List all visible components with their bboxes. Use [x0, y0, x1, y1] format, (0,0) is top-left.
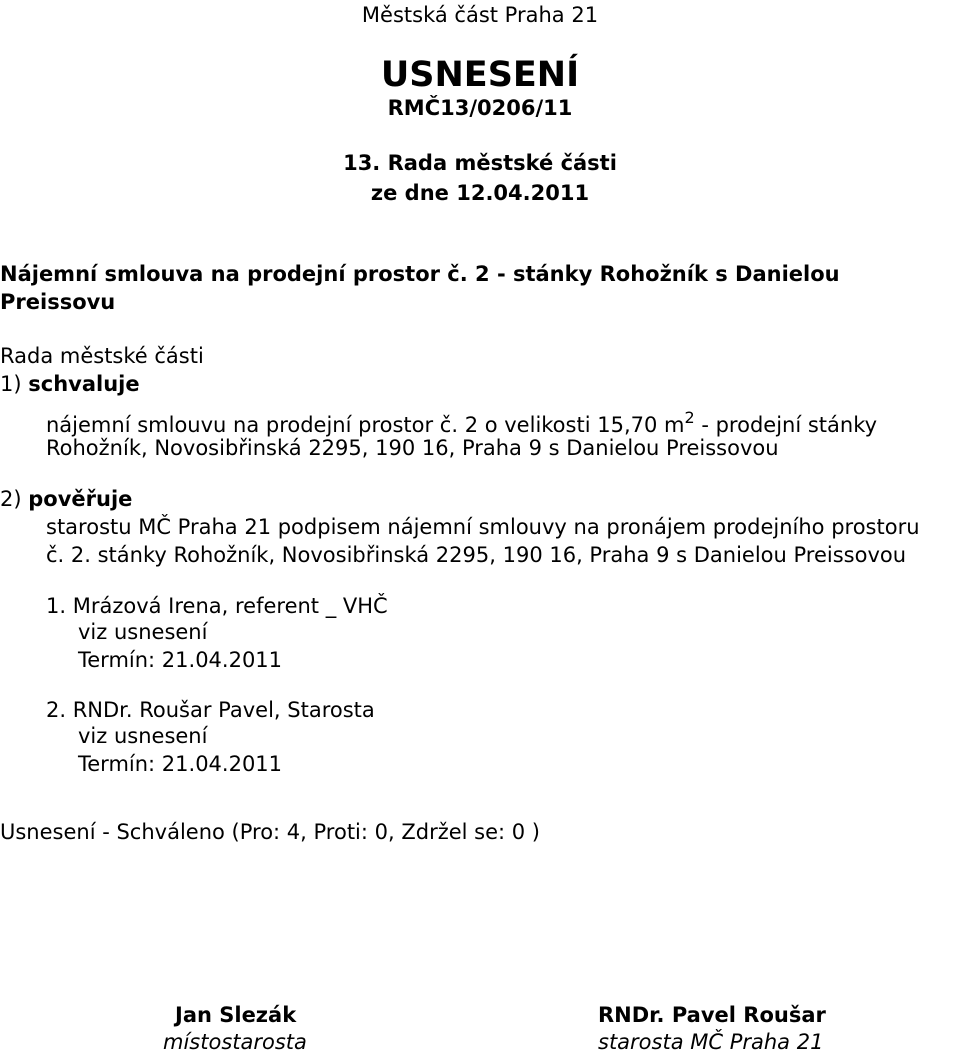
- item-2-verb: pověřuje: [28, 487, 133, 511]
- responsible-2-deadline: Termín: 21.04.2011: [78, 752, 283, 776]
- item-1-verb: schvaluje: [28, 372, 140, 396]
- responsible-1-deadline: Termín: 21.04.2011: [78, 648, 283, 672]
- council-label: Rada městské části: [0, 344, 204, 368]
- subject-line-1: Nájemní smlouva na prodejní prostor č. 2 - stánky Rohožník s Danielou: [0, 262, 840, 286]
- item-2-number: 2): [0, 487, 22, 511]
- item-1-text-line-1: [46, 410, 877, 436]
- item-1-heading: [0, 374, 140, 395]
- subject-line-2: Preissovu: [0, 290, 116, 314]
- item-2-text-line-1: starostu MČ Praha 21 podpisem nájemní smlouvy na pronájem prodejního prostoru: [46, 515, 920, 539]
- signature-2-role: starosta MČ Praha 21: [598, 1030, 824, 1054]
- resolution-number: RMČ13/0206/11: [387, 96, 573, 120]
- responsible-2-task: viz usnesení: [78, 724, 208, 748]
- item-1-number: 1): [0, 372, 22, 396]
- item-1-superscript: 2: [684, 408, 695, 427]
- responsible-1-task: viz usnesení: [78, 620, 208, 644]
- municipality-name: Městská část Praha 21: [361, 3, 599, 27]
- signature-1-name: Jan Slezák: [175, 1003, 297, 1027]
- session-date: ze dne 12.04.2011: [370, 181, 590, 205]
- item-1-text-line-2: Rohožník, Novosibřinská 2295, 190 16, Praha 9 s Danielou Preissovou: [46, 436, 779, 460]
- signature-1-role: místostarosta: [163, 1030, 307, 1054]
- responsible-2-name: 2. RNDr. Roušar Pavel, Starosta: [46, 698, 375, 722]
- session-name: 13. Rada městské části: [343, 151, 617, 175]
- responsible-1-name: 1. Mrázová Irena, referent _ VHČ: [46, 594, 388, 618]
- vote-result: Usnesení - Schváleno (Pro: 4, Proti: 0, Zdržel se: 0 ): [0, 820, 541, 844]
- item-1-text-before: nájemní smlouvu na prodejní prostor č. 2 o velikosti 15,70 m: [46, 413, 685, 437]
- item-1-text-after: - prodejní stánky: [694, 413, 878, 437]
- item-2-heading: [0, 489, 132, 510]
- signature-2-name: RNDr. Pavel Roušar: [598, 1003, 826, 1027]
- item-2-text-line-2: č. 2. stánky Rohožník, Novosibřinská 2295, 190 16, Praha 9 s Danielou Preissovou: [46, 543, 907, 567]
- document-title: USNESENÍ: [380, 55, 580, 95]
